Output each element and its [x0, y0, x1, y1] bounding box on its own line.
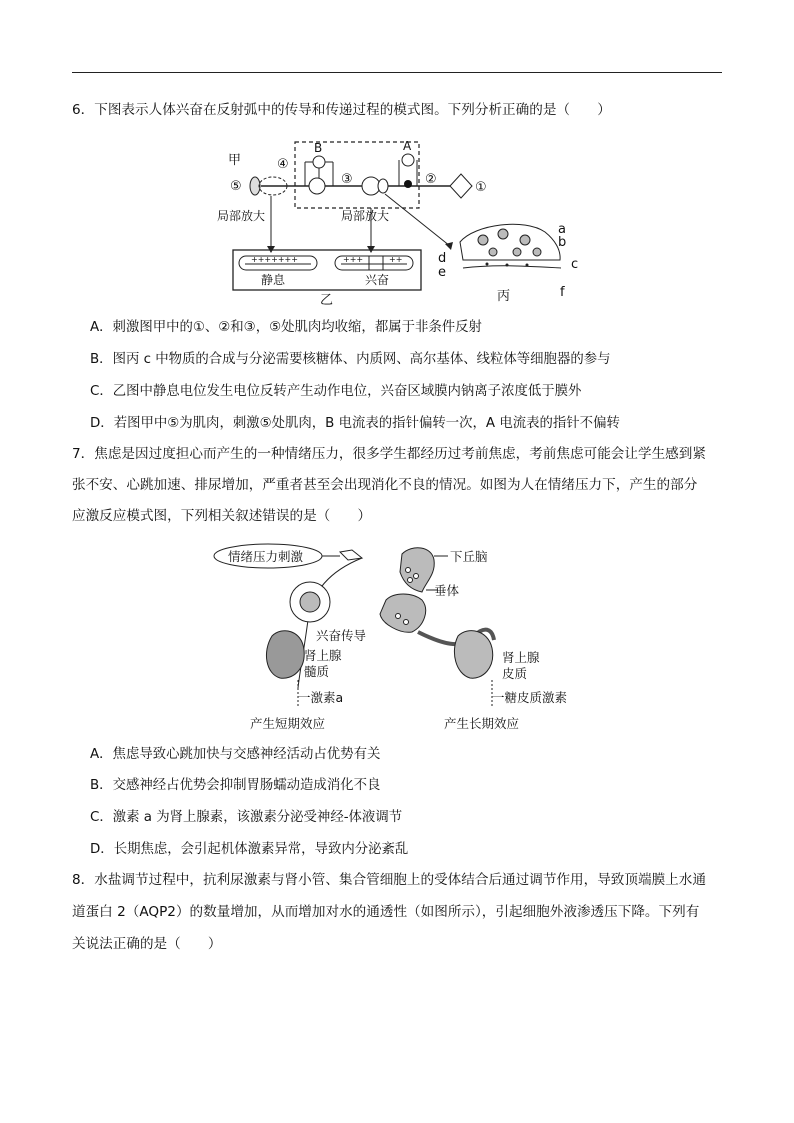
q7-stem-line-2: 张不安、心跳加速、排尿增加，严重者甚至会出现消化不良的情况。如图为人在情绪压力下，产生的部分 [72, 477, 698, 493]
label-b-meter: B [314, 141, 323, 155]
label-a: a [558, 222, 566, 237]
label-long-term: 产生长期效应 [444, 716, 520, 731]
label-glucocorticoid: 一糖皮质激素 [492, 690, 568, 705]
q7-option-b: B．交感神经占优势会抑制胃肠蠕动造成消化不良 [90, 778, 381, 793]
label-jia: 甲 [228, 153, 242, 168]
label-enlarge-left: 局部放大 [217, 209, 266, 223]
label-cortex-2: 皮质 [502, 666, 528, 681]
label-b: b [558, 235, 567, 250]
label-3: ③ [341, 172, 353, 187]
label-2: ② [425, 172, 437, 187]
q6-option-b: B．图丙 c 中物质的合成与分泌需要核糖体、内质网、高尔基体、线粒体等细胞器的参与 [90, 352, 611, 367]
q7-option-c: C．激素 a 为肾上腺素，该激素分泌受神经-体液调节 [90, 810, 403, 825]
label-1: ① [475, 180, 487, 195]
label-hormone-a: 一激素a [298, 690, 344, 705]
meter-a [402, 154, 414, 166]
label-5: ⑤ [230, 179, 242, 194]
receptor [450, 174, 472, 198]
label-hypothalamus: 下丘脑 [450, 549, 488, 564]
label-medulla-1: 肾上腺 [304, 648, 342, 663]
q8-stem-line-3: 关说法正确的是（ ） [72, 936, 222, 952]
yi-resting-charges: +++++++ [251, 255, 298, 264]
adrenal-cortex [454, 631, 492, 679]
label-e: e [438, 265, 446, 280]
adrenal-medulla [266, 631, 304, 679]
label-enlarge-right: 局部放大 [341, 209, 390, 223]
q8-stem-line-1: 8．水盐调节过程中，抗利尿激素与肾小管、集合管细胞上的受体结合后通过调节作用，导致顶端膜上水通 [72, 872, 706, 888]
q6-reflex-arc-figure [217, 138, 595, 308]
q8-stem-line-2: 道蛋白 2（AQP2）的数量增加，从而增加对水的通透性（如图所示），引起细胞外液渗透压下降。下列有 [72, 904, 700, 920]
label-f: f [560, 285, 565, 300]
label-short-term: 产生短期效应 [250, 716, 326, 731]
q7-option-a: A．焦虑导致心跳加快与交感神经活动占优势有关 [90, 747, 381, 762]
pituitary-shape [380, 594, 426, 632]
label-conduction: 兴奋传导 [316, 628, 367, 643]
label-excited: 兴奋 [365, 273, 390, 287]
q6-option-c: C．乙图中静息电位发生电位反转产生动作电位，兴奋区域膜内钠离子浓度低于膜外 [90, 384, 582, 399]
label-bing: 丙 [497, 289, 511, 304]
label-yi: 乙 [320, 293, 334, 308]
meter-b [313, 156, 325, 168]
label-stimulus: 情绪压力刺激 [228, 549, 304, 564]
q6-option-a: A．刺激图甲中的①、②和③，⑤处肌肉均收缩，都属于非条件反射 [90, 320, 482, 335]
label-c: c [571, 257, 579, 272]
yi-excited-charges-left: +++ [343, 255, 364, 264]
label-d: d [438, 251, 447, 266]
label-a-meter: A [403, 139, 412, 153]
q7-stem-line-3: 应激反应模式图，下列相关叙述错误的是（ ） [72, 508, 372, 524]
label-4: ④ [277, 157, 289, 172]
label-resting: 静息 [261, 273, 286, 287]
q7-stress-response-figure [212, 540, 568, 736]
label-medulla-2: 髓质 [304, 664, 330, 679]
presynaptic-terminal [460, 224, 560, 260]
label-cortex-1: 肾上腺 [502, 650, 540, 665]
q6-option-d: D．若图甲中⑤为肌肉，刺激⑤处肌肉，B 电流表的指针偏转一次，A 电流表的指针不偏转 [90, 416, 620, 431]
yi-excited-charges-right: ++ [389, 255, 403, 264]
q7-stem-line-1: 7．焦虑是因过度担心而产生的一种情绪压力，很多学生都经历过考前焦虑，考前焦虑可能会让学生感到紧 [72, 446, 706, 462]
q7-option-d: D．长期焦虑，会引起机体激素异常，导致内分泌紊乱 [90, 842, 409, 857]
q6-stem: 6．下图表示人体兴奋在反射弧中的传导和传递过程的模式图。下列分析正确的是（ ） [72, 102, 611, 118]
header-rule [72, 72, 722, 73]
label-pituitary: 垂体 [434, 583, 460, 598]
